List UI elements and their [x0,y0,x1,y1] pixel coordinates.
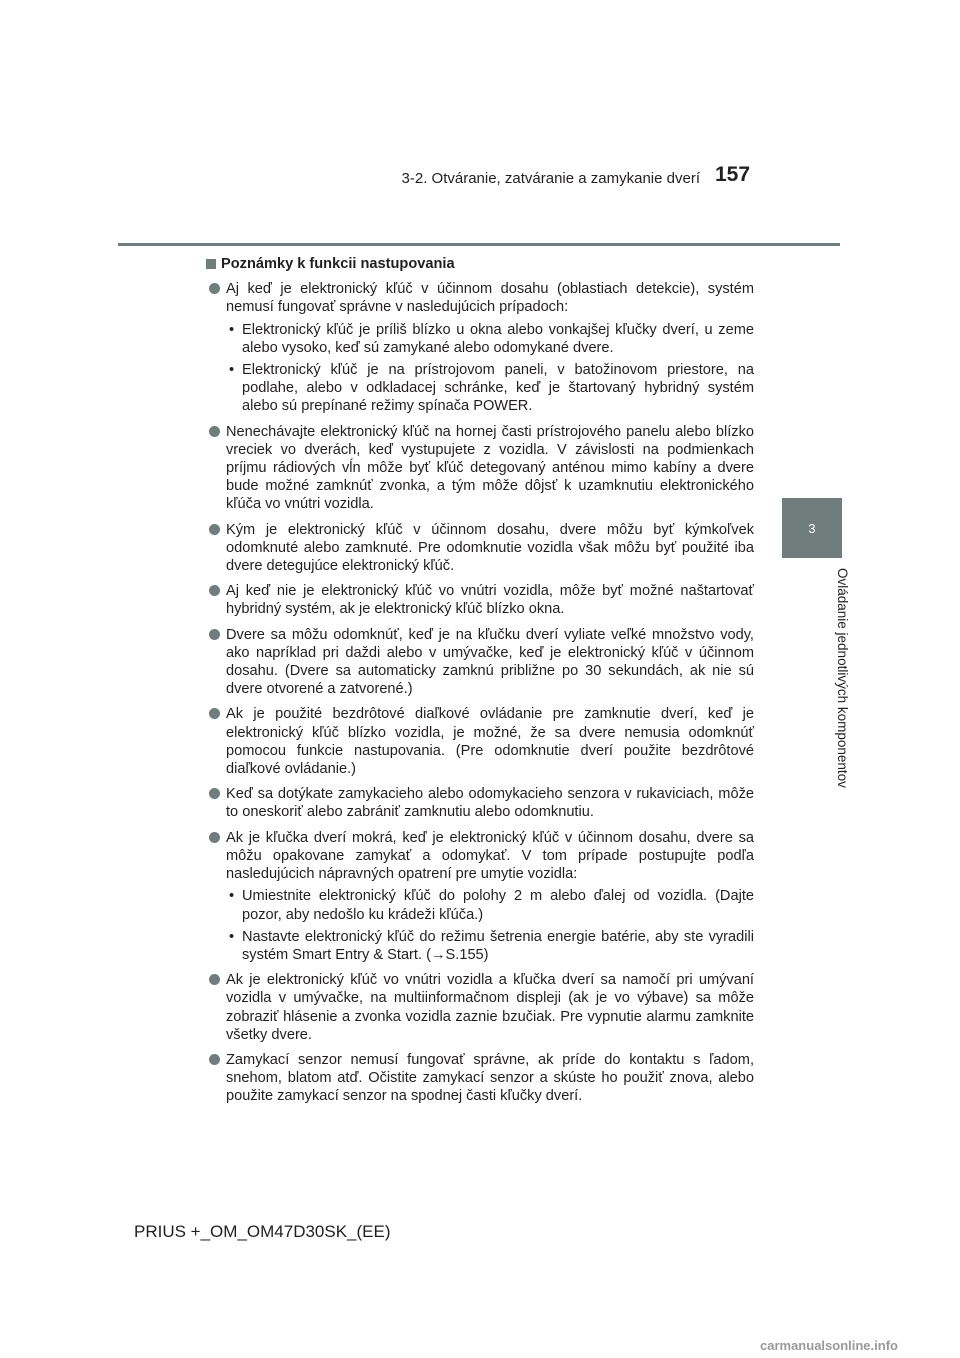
section-heading-text: Poznámky k funkcii nastupovania [221,256,455,272]
circle-bullet-icon [209,283,220,294]
sub-bullet-icon: • [229,888,235,905]
note-text: Aj keď je elektronický kľúč v účinnom dosahu (oblastiach detekcie), systém nemusí fungovať správne v nasledujúcich prípadoch: [226,281,754,316]
note-text: Keď sa dotýkate zamykacieho alebo odomykacieho senzora v rukaviciach, môže to oneskoriť alebo zabrániť zamknutiu alebo odomknutiu. [226,786,754,821]
page-number: 157 [715,163,751,186]
circle-bullet-icon [209,1054,220,1065]
circle-bullet-icon [209,974,220,985]
square-bullet-icon [206,259,216,269]
note-text: Aj keď nie je elektronický kľúč vo vnútri vozidla, môže byť možné naštartovať hybridný systém, ak je elektronický kľúč blízko okna. [226,583,754,618]
sub-bullet-icon: • [229,928,235,945]
note-item [206,971,754,1044]
note-text: Nenechávajte elektronický kľúč na hornej časti prístrojového panelu alebo blízko vreciek vo dverách, keď vystupujete z vozidla. V závislosti na podmienkach príjmu rádiových vĺn môže byť kľúč detegovaný anténou mimo kabíny a dvere bude možné zamknúť zvonka, a tým môže dôjsť k uzamknutiu elektronického kľúča vo vnútri vozidla. [226,423,754,513]
chapter-title-vertical [770,568,850,818]
note-text: Ak je kľučka dverí mokrá, keď je elektronický kľúč v účinnom dosahu, dvere sa môžu opakovane zamykať a odomykať. V tom prípade postupujte podľa nasledujúcich nápravných opatrení pre umytie vozidla: [226,829,754,883]
sub-item [206,321,754,357]
circle-bullet-icon [209,524,220,535]
note-item [206,423,754,514]
sub-item [206,928,754,964]
note-item [206,785,754,821]
note-item [206,1051,754,1106]
sub-bullet-icon: • [229,362,235,379]
sub-item [206,887,754,923]
circle-bullet-icon [209,426,220,437]
header-divider [118,243,840,246]
footer-document-code: PRIUS +_OM_OM47D30SK_(EE) [134,1222,391,1241]
note-item [206,280,754,316]
chapter-title: Ovládanie jednotlivých komponentov [835,568,850,788]
section-heading [206,255,754,273]
circle-bullet-icon [209,832,220,843]
circle-bullet-icon [209,788,220,799]
note-text: Dvere sa môžu odomknúť, keď je na kľučku dverí vyliate veľké množstvo vody, ako napríklad pri daždi alebo v umývačke, keď je elektronický kľúč v účinnom dosahu. (Dvere sa automaticky zamknú približne po 30 sekundách, ak nie sú dvere otvorené a zatvorené.) [226,626,754,698]
note-text: Ak je elektronický kľúč vo vnútri vozidla a kľučka dverí sa namočí pri umývaní vozidla v umývačke, na multiinformačnom displeji (ak je vo výbave) sa môže zobraziť hlásenie a zvonka vozidla zaznie bzučiak. Pre vypnutie alarmu zamknite všetky dvere. [226,972,754,1043]
sub-item-text: Elektronický kľúč je na prístrojovom paneli, v batožinovom priestore, na podlahe, alebo v odkladacej schránke, keď je štartovaný hybridný systém alebo sú prepínané režimy spínača POWER. [242,362,754,415]
main-content [206,255,754,1106]
note-item [206,521,754,576]
note-item [206,829,754,884]
sub-bullet-icon: • [229,321,235,338]
circle-bullet-icon [209,629,220,640]
chapter-tab [782,498,842,558]
circle-bullet-icon [209,708,220,719]
sub-item-text: Elektronický kľúč je príliš blízko u okna alebo vonkajšej kľučky dverí, u zeme alebo vysoko, keď sú zamykané alebo odomykané dvere. [242,321,754,356]
note-item [206,705,754,778]
circle-bullet-icon [209,585,220,596]
note-text: Zamykací senzor nemusí fungovať správne, ak príde do kontaktu s ľadom, snehom, blatom atď. Očistite zamykací senzor a skúste ho použiť znova, alebo použite zamykací senzor na spodnej časti kľučky dverí. [226,1051,754,1105]
note-item [206,582,754,618]
sub-item-text: Umiestnite elektronický kľúč do polohy 2 m alebo ďalej od vozidla. (Dajte pozor, aby nedošlo ku krádeži kľúča.) [242,888,754,923]
note-list [206,280,754,1105]
watermark: carmanualsonline.info [760,1338,898,1353]
header-title: 3-2. Otváranie, zatváranie a zamykanie dverí [401,170,700,187]
sub-item-text: Nastavte elektronický kľúč do režimu šetrenia energie batérie, aby ste vyradili systém Smart Entry & Start. (→S.155) [242,928,754,963]
chapter-number: 3 [808,520,816,536]
note-text: Kým je elektronický kľúč v účinnom dosahu, dvere môžu byť kýmkoľvek odomknuté alebo zamknuté. Pre odomknutie vozidla však môžu byť použité iba dvere detegujúce elektronický kľúč. [226,521,754,575]
note-item [206,626,754,699]
sub-item [206,361,754,416]
note-text: Ak je použité bezdrôtové diaľkové ovládanie pre zamknutie dverí, keď je elektronický kľúč blízko vozidla, je možné, že sa dvere nemusia odomknúť pomocou funkcie nastupovania. (Pre odomknutie dverí použite bezdrôtové diaľkové ovládanie.) [226,706,754,778]
